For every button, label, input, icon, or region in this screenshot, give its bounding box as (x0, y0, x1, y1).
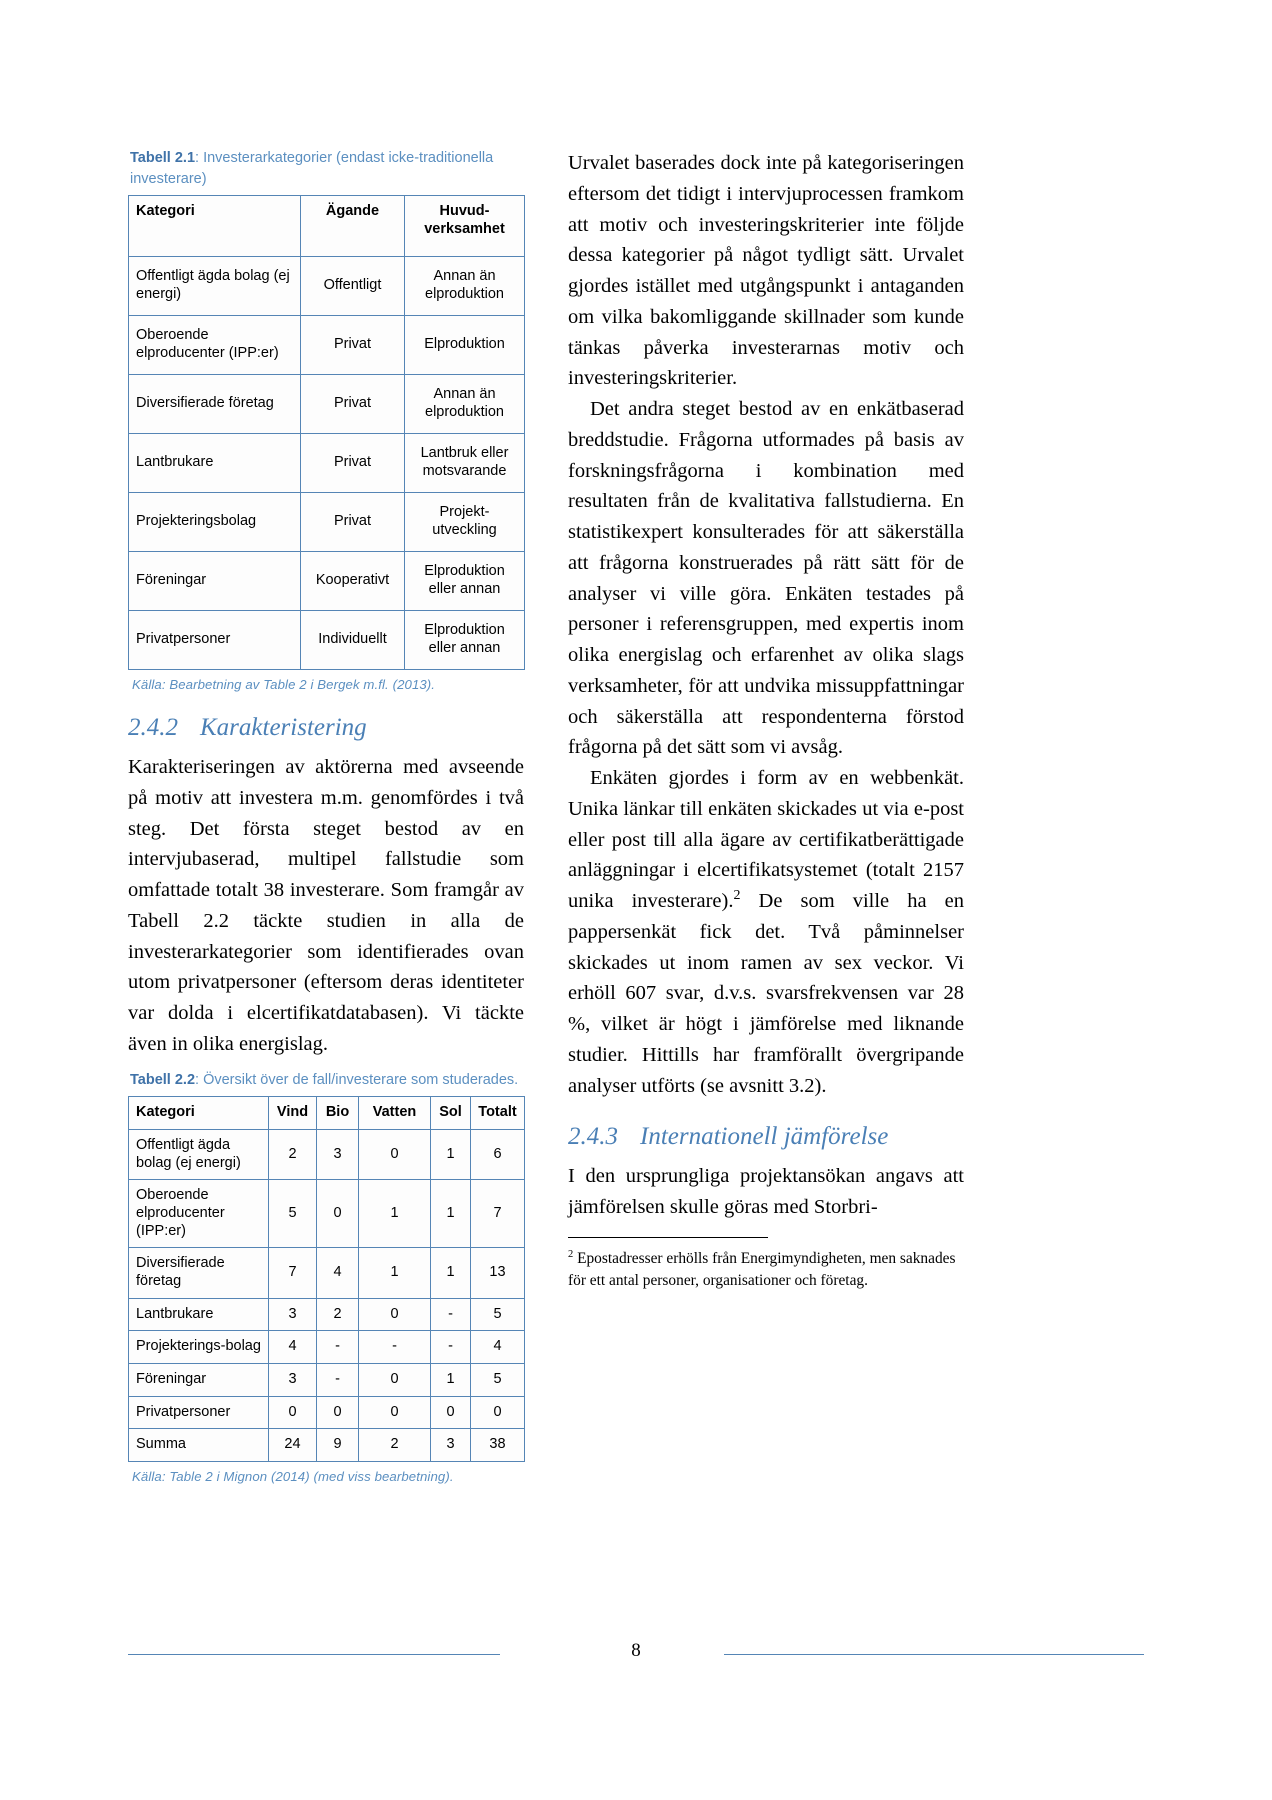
table-21-header-row (129, 196, 525, 257)
table-21-source: Källa: Bearbetning av Table 2 i Bergek m.fl. (2013). (132, 677, 436, 693)
table-21-cell-kategori: Oberoende elproducenter (IPP:er) (129, 316, 301, 375)
table-row (129, 1129, 525, 1179)
table-21-cell-kategori: Föreningar (129, 552, 301, 611)
page-number: 8 (631, 1640, 641, 1661)
table-22-cell-vind: 2 (269, 1129, 317, 1179)
table-22-cell-sol: 3 (431, 1429, 471, 1462)
table-22-cell-totalt: 13 (471, 1248, 525, 1298)
table-21-caption-text: : Investerarkategorier (endast icke-traditionella investerare) (130, 150, 494, 187)
table-22-cell-kategori: Privatpersoner (129, 1396, 269, 1429)
table-22-cell-bio: 0 (317, 1180, 359, 1248)
table-22-cell-kategori: Diversifierade företag (129, 1248, 269, 1298)
table-21-header-kategori: Kategori (129, 196, 301, 257)
right-paragraph-3-part1: Enkäten gjordes i form av en webbenkät. Unika länkar till enkäten skickades ut via e-post eller post till alla ägare av certifikatberättigade anläggningar i elcertifikatsystemet (totalt 2157 unika investerare). (568, 767, 964, 912)
table-22-cell-vatten: 1 (359, 1248, 431, 1298)
table-22-cell-bio: 9 (317, 1429, 359, 1462)
table-21-cell-kategori: Lantbrukare (129, 434, 301, 493)
table-22-cell-sol: 1 (431, 1248, 471, 1298)
table-21-cell-huvudverksamhet: Annan än elproduktion (405, 257, 525, 316)
table-21-cell-huvudverksamhet: Elproduktion eller annan (405, 552, 525, 611)
table-22-cell-bio: 2 (317, 1298, 359, 1331)
table-22-cell-totalt: 0 (471, 1396, 525, 1429)
table-22-caption-label: Tabell 2.2 (130, 1071, 196, 1088)
table-21-cell-agande: Privat (301, 434, 405, 493)
table-row (129, 1364, 525, 1397)
table-22-cell-sol: 1 (431, 1180, 471, 1248)
section-heading-242 (128, 714, 524, 742)
table-22-cell-bio: 3 (317, 1129, 359, 1179)
table-22-cell-vind: 5 (269, 1180, 317, 1248)
table-21-cell-agande: Kooperativt (301, 552, 405, 611)
table-22-cell-vind: 3 (269, 1298, 317, 1331)
section-heading-243 (568, 1123, 964, 1151)
table-row (129, 493, 525, 552)
table-22-cell-sol: 0 (431, 1396, 471, 1429)
table-21-cell-huvudverksamhet: Projekt-utveckling (405, 493, 525, 552)
footer-rule-right (724, 1654, 1144, 1655)
two-column-body (128, 148, 1144, 1568)
section-number-242: 2.4.2 (128, 714, 178, 742)
table-22-header-bio: Bio (317, 1097, 359, 1130)
table-row-summary (129, 1429, 525, 1462)
section-title-242: Karakteristering (200, 714, 367, 742)
table-22-cell-kategori: Offentligt ägda bolag (ej energi) (129, 1129, 269, 1179)
table-21-caption (130, 148, 524, 189)
table-21-cell-kategori: Offentligt ägda bolag (ej energi) (129, 257, 301, 316)
table-21-cell-agande: Privat (301, 316, 405, 375)
table-22-cell-bio: 0 (317, 1396, 359, 1429)
table-row (129, 1248, 525, 1298)
right-paragraph-4: I den ursprungliga projektansökan angavs att jämförelsen skulle göras med Storbri- (568, 1165, 964, 1218)
table-22-cell-totalt: 5 (471, 1298, 525, 1331)
table-22-cell-vatten: - (359, 1331, 431, 1364)
table-22-caption-text: : Översikt över de fall/investerare som studerades. (195, 1071, 519, 1088)
table-22-cell-kategori: Föreningar (129, 1364, 269, 1397)
table-22-header-row (129, 1097, 525, 1130)
table-21-cell-agande: Individuellt (301, 611, 405, 670)
table-22-cell-vind: 4 (269, 1331, 317, 1364)
table-22-cell-sol: - (431, 1331, 471, 1364)
footnote-reference-2: 2 (733, 888, 741, 904)
table-21-header-agande: Ägande (301, 196, 405, 257)
table-row (129, 257, 525, 316)
table-21-header-huvudverksamhet-line2: verksamhet (424, 220, 505, 237)
table-22-cell-kategori: Lantbrukare (129, 1298, 269, 1331)
table-21-cell-huvudverksamhet: Elproduktion (405, 316, 525, 375)
section-242-paragraph: Karakteriseringen av aktörerna med avseende på motiv att investera m.m. genomfördes i två steg. Det första steget bestod av en intervjubaserad, multipel fallstudie som omfattade totalt 38 investerare. Som framgår av Tabell 2.2 täckte studien in alla de investerarkategorier som identifierades ovan utom privatpersoner (eftersom deras identiteter var dolda i elcertifikatdatabasen). Vi täckte även in olika energislag. (128, 756, 524, 1055)
table-22-cell-totalt: 5 (471, 1364, 525, 1397)
table-row (129, 552, 525, 611)
table-row (129, 611, 525, 670)
table-22-cell-vind: 3 (269, 1364, 317, 1397)
table-22-cell-vind: 0 (269, 1396, 317, 1429)
table-row (129, 1180, 525, 1248)
right-paragraph-3-part2: De som ville ha en pappersenkät fick det. Två påminnelser skickades ut inom ramen av sex veckor. Vi erhöll 607 svar, d.v.s. svarsfrekvensen var 28 %, vilket är högt i jämförelse med liknande studier. Hittills har framförallt övergripande analyser utförts (se avsnitt 3.2). (568, 890, 964, 1097)
table-22-cell-totalt: 7 (471, 1180, 525, 1248)
table-22-source: Källa: Table 2 i Mignon (2014) (med viss bearbetning). (132, 1469, 454, 1485)
table-21-cell-huvudverksamhet: Elproduktion eller annan (405, 611, 525, 670)
section-title-243: Internationell jämförelse (640, 1123, 889, 1151)
table-investor-categories (128, 195, 525, 670)
table-22-cell-totalt: 38 (471, 1429, 525, 1462)
right-paragraph-1: Urvalet baserades dock inte på kategoriseringen eftersom det tidigt i intervjuprocessen framkom att motiv och investeringskriterier inte följde dessa kategorier på något tydligt sätt. Urvalet gjordes istället med utgångspunkt i antaganden om vilka bakomliggande skillnader som kunde tänkas påverka investerarnas motiv och investeringskriterier. (568, 152, 964, 390)
table-22-cell-sol: - (431, 1298, 471, 1331)
page-footer (128, 1638, 1144, 1678)
table-22-cell-bio: 4 (317, 1248, 359, 1298)
table-studied-cases (128, 1096, 525, 1462)
table-22-cell-vatten: 0 (359, 1129, 431, 1179)
table-21-cell-huvudverksamhet: Annan än elproduktion (405, 375, 525, 434)
table-21-cell-kategori: Diversifierade företag (129, 375, 301, 434)
table-row (129, 1331, 525, 1364)
table-22-cell-totalt: 6 (471, 1129, 525, 1179)
left-column (128, 148, 524, 1484)
table-22-header-sol: Sol (431, 1097, 471, 1130)
table-row (129, 316, 525, 375)
footnote-2-text: Epostadresser erhölls från Energimyndigheten, men saknades för ett antal personer, organisationer och företag. (568, 1249, 956, 1290)
table-22-cell-kategori: Summa (129, 1429, 269, 1462)
table-22-header-kategori: Kategori (129, 1097, 269, 1130)
table-21-header-huvudverksamhet-line1: Huvud- (439, 203, 490, 220)
table-22-cell-kategori: Projekterings-bolag (129, 1331, 269, 1364)
table-22-header-vatten: Vatten (359, 1097, 431, 1130)
table-22-header-totalt: Totalt (471, 1097, 525, 1130)
section-number-243: 2.4.3 (568, 1123, 618, 1151)
table-row (129, 1396, 525, 1429)
table-21-cell-agande: Offentligt (301, 257, 405, 316)
table-22-header-vind: Vind (269, 1097, 317, 1130)
footnote-marker-2: 2 (568, 1248, 574, 1260)
table-row (129, 375, 525, 434)
table-row (129, 434, 525, 493)
table-22-cell-vatten: 0 (359, 1364, 431, 1397)
table-22-cell-bio: - (317, 1364, 359, 1397)
table-22-cell-totalt: 4 (471, 1331, 525, 1364)
table-21-cell-kategori: Projekteringsbolag (129, 493, 301, 552)
table-21-cell-agande: Privat (301, 493, 405, 552)
table-22-cell-vatten: 2 (359, 1429, 431, 1462)
table-22-cell-vatten: 1 (359, 1180, 431, 1248)
table-21-cell-kategori: Privatpersoner (129, 611, 301, 670)
table-22-cell-vind: 24 (269, 1429, 317, 1462)
table-22-cell-vind: 7 (269, 1248, 317, 1298)
table-row (129, 1298, 525, 1331)
table-22-cell-sol: 1 (431, 1364, 471, 1397)
table-22-cell-vatten: 0 (359, 1298, 431, 1331)
right-paragraph-2: Det andra steget bestod av en enkätbaserad breddstudie. Frågorna utformades på basis av forskningsfrågorna i kombination med resultaten från de kvalitativa fallstudierna. En statistikexpert konsulterades för att säkerställa att frågorna konstruerades på rätt sätt för de analyser vi ville göra. Enkäten testades på personer i referensgruppen, med expertis inom olika energislag och erfarenhet av olika slags verksamheter, för att undvika missuppfattningar och säkerställa att respondenterna förstod frågorna på det sätt som vi avsåg. (568, 398, 964, 759)
table-21-cell-huvudverksamhet: Lantbruk eller motsvarande (405, 434, 525, 493)
table-22-cell-vatten: 0 (359, 1396, 431, 1429)
table-21-caption-label: Tabell 2.1 (130, 150, 196, 166)
table-22-caption (130, 1070, 524, 1091)
footnote-separator (568, 1237, 768, 1238)
footnote-2 (568, 1247, 964, 1293)
table-21-header-huvudverksamhet (405, 196, 525, 257)
table-22-cell-kategori: Oberoende elproducenter (IPP:er) (129, 1180, 269, 1248)
table-21-cell-agande: Privat (301, 375, 405, 434)
right-column (568, 148, 964, 1293)
table-22-cell-sol: 1 (431, 1129, 471, 1179)
table-22-cell-bio: - (317, 1331, 359, 1364)
right-paragraph-3 (568, 763, 964, 1101)
